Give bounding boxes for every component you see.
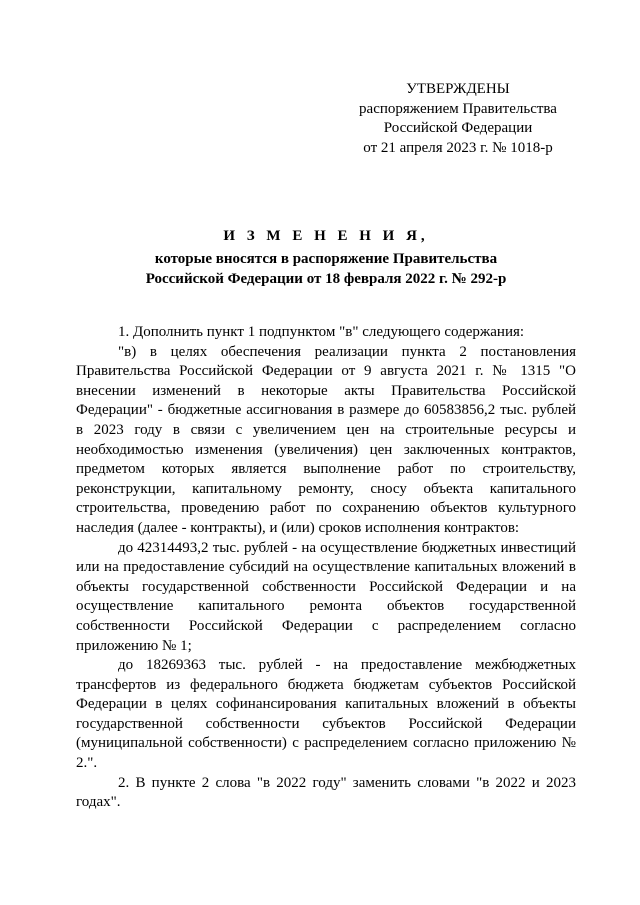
approval-stamp [340,80,576,158]
approval-line: от 21 апреля 2023 г. № 1018-р [363,139,553,156]
subtitle-line: которые вносятся в распоряжение Правительства [154,251,498,267]
paragraph: до 18269363 тыс. рублей - на предоставление межбюджетных трансфертов из федерального бюджета бюджетам субъектов Российской Федерации в целях софинансирования капитальных вложений в объекты государственной собственности субъектов Российской Федерации (муниципальной собственности) с распределением согласно приложению № 2.". [76,657,576,772]
document-subtitle [76,249,576,289]
document-title: И З М Е Н Е Н И Я, [223,228,429,244]
subtitle-line: Российской Федерации от 18 февраля 2022 г. № 292-р [145,271,507,287]
paragraph: 1. Дополнить пункт 1 подпунктом "в" следующего содержания: [118,324,525,340]
paragraph: "в) в целях обеспечения реализации пункта 2 постановления Правительства Российской Федерации от 9 августа 2021 г. № 1315 "О внесении изменений в некоторые акты Правительства Российской Федерации" - бюджетные ассигнования в размере до 60583856,2 тыс. рублей в 2023 году в связи с увеличением цен на строительные ресурсы и необходимостью изменения (увеличения) цен заключенных контрактов, предметом которых является выполнение работ по строительству, реконструкции, капитальному ремонту, сносу объекта капитального строительства, проведению работ по сохранению объектов культурного наследия (далее - контракты), и (или) сроков исполнения контрактов: [76,343,576,536]
document-body [76,323,576,813]
approval-line: УТВЕРЖДЕНЫ [406,81,510,97]
approval-line: распоряжением Правительства [359,100,557,117]
paragraph: до 42314493,2 тыс. рублей - на осуществление бюджетных инвестиций или на предоставление субсидий на осуществление капитальных вложений в объекты государственной собственности Российской Федерации и на осуществление капитального ремонта объектов государственной собственности Российской Федерации с распределением согласно приложению № 1; [76,539,576,654]
paragraph: 2. В пункте 2 слова "в 2022 году" заменить словами "в 2022 и 2023 годах". [76,774,576,811]
approval-line: Российской Федерации [383,120,533,136]
